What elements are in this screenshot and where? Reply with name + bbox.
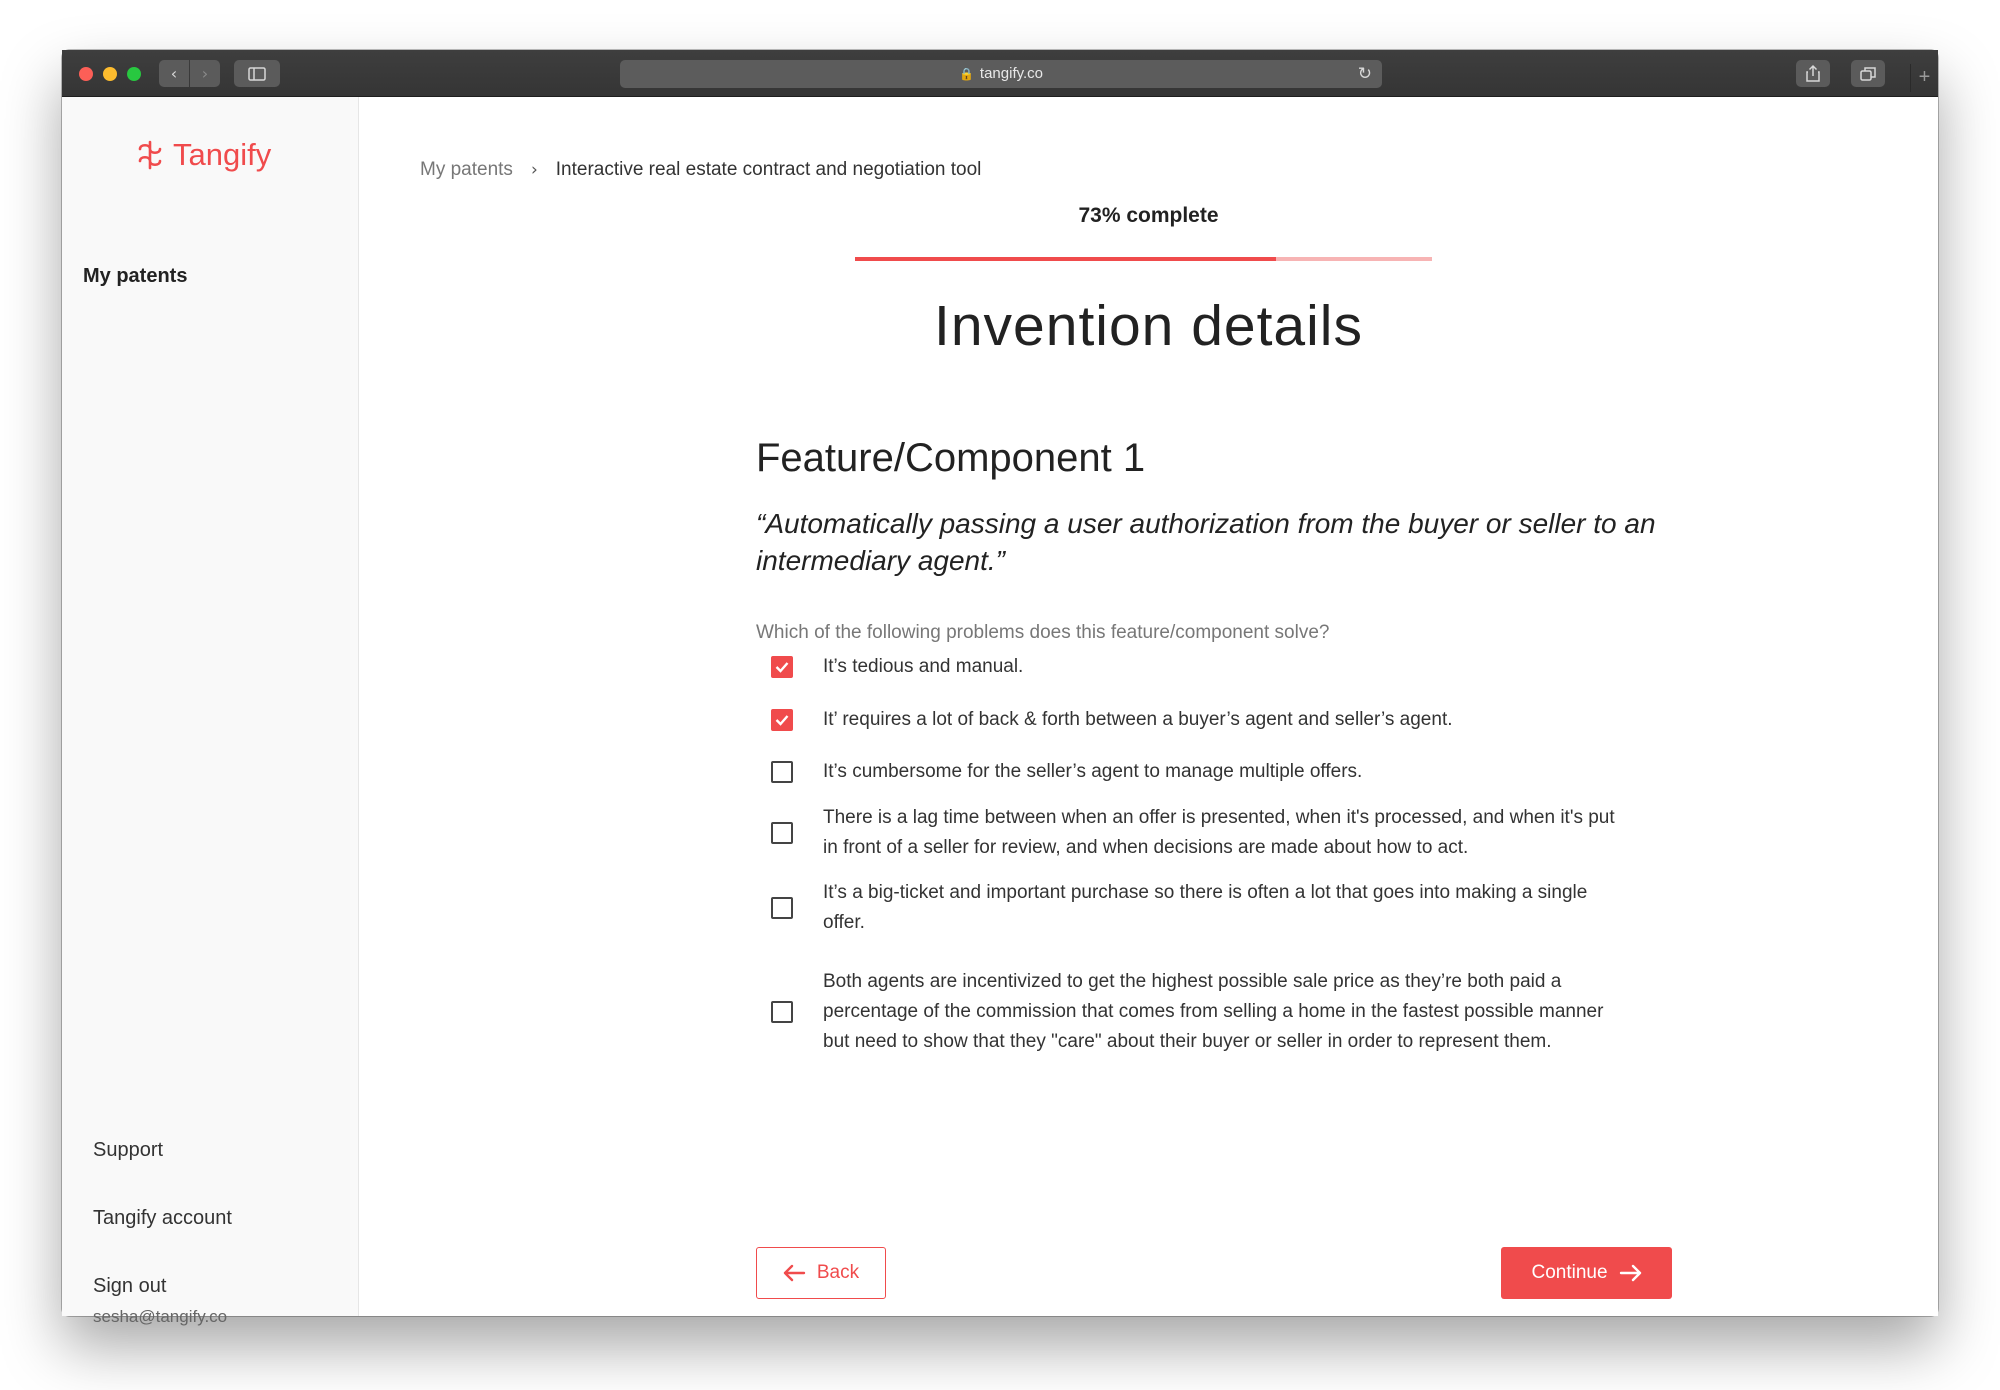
question-label: Which of the following problems does this feature/component solve?	[756, 622, 1330, 643]
browser-back-button[interactable]: ‹	[159, 60, 189, 87]
option-label: Both agents are incentivized to get the highest possible sale price as they’re both paid a percentage of the commission that comes from selling a home in the fastest possible manner but need to show that they "care" about their buyer or seller in order to represent them.	[823, 971, 1604, 1052]
progress-label: 73% complete	[1078, 204, 1219, 227]
option-label: It’ requires a lot of back & forth between a buyer’s agent and seller’s agent.	[823, 709, 1453, 730]
sidebar-icon	[248, 67, 266, 81]
checkbox[interactable]	[771, 709, 793, 731]
arrow-right-icon	[1620, 1264, 1642, 1282]
sidebar-item-my-patents[interactable]: My patents	[83, 265, 188, 287]
browser-titlebar	[62, 50, 1938, 97]
checkbox[interactable]	[771, 897, 793, 919]
sidebar-item-sign-out[interactable]: Sign out	[93, 1275, 167, 1297]
brand-name: Tangify	[173, 137, 272, 172]
chevron-right-icon: ›	[530, 160, 538, 180]
share-button[interactable]	[1796, 60, 1830, 87]
sidebar-item-support[interactable]: Support	[93, 1139, 164, 1161]
breadcrumb-current: Interactive real estate contract and negotiation tool	[555, 159, 982, 180]
reload-icon[interactable]: ↻	[1357, 64, 1372, 84]
breadcrumb-root-link[interactable]: My patents	[420, 159, 513, 180]
user-email: sesha@tangify.co	[93, 1307, 228, 1326]
checkbox[interactable]	[771, 761, 793, 783]
back-button[interactable]	[756, 1247, 886, 1299]
address-bar[interactable]	[620, 60, 1382, 88]
url-text: tangify.co	[979, 65, 1044, 82]
sidebar	[62, 97, 359, 1326]
arrow-left-icon	[783, 1264, 805, 1282]
lock-icon: 🔒	[958, 67, 974, 81]
option-label: It’s a big-ticket and important purchase so there is often a lot that goes into making a single offer.	[823, 882, 1588, 933]
option-label: There is a lag time between when an offer is presented, when it's processed, and when it's put in front of a seller for review, and when decisions are made about how to act.	[823, 807, 1615, 858]
continue-button-label: Continue	[1531, 1262, 1608, 1283]
tab-overview-button[interactable]	[1851, 60, 1885, 87]
feature-quote: “Automatically passing a user authorization from the buyer or seller to an intermediary agent.”	[756, 508, 1656, 576]
tabs-icon	[1860, 67, 1876, 81]
back-button-label: Back	[816, 1262, 860, 1283]
sidebar-item-account[interactable]: Tangify account	[93, 1207, 232, 1229]
tangify-logo-icon	[135, 140, 165, 170]
browser-window	[62, 50, 1938, 1326]
minimize-window-button[interactable]	[103, 67, 117, 81]
option-item[interactable]	[771, 951, 1631, 1073]
new-tab-button[interactable]: +	[1910, 64, 1938, 92]
option-item[interactable]	[771, 801, 1631, 865]
brand-logo[interactable]	[135, 137, 271, 173]
page-title: Invention details	[934, 294, 1363, 358]
share-icon	[1806, 65, 1820, 82]
option-item[interactable]	[771, 702, 1631, 738]
close-window-button[interactable]	[79, 67, 93, 81]
option-label: It’s cumbersome for the seller’s agent to manage multiple offers.	[823, 761, 1363, 782]
option-item[interactable]	[771, 649, 1631, 685]
breadcrumb	[420, 159, 981, 181]
option-item[interactable]	[771, 876, 1631, 940]
checkmark-icon	[775, 714, 789, 726]
progress-bar-fill	[855, 257, 1276, 261]
checkbox[interactable]	[771, 656, 793, 678]
continue-button[interactable]	[1501, 1247, 1672, 1299]
progress-bar	[855, 257, 1432, 261]
checkbox[interactable]	[771, 822, 793, 844]
sidebar-toggle-button[interactable]	[234, 60, 280, 87]
checkbox[interactable]	[771, 1001, 793, 1023]
option-item[interactable]	[771, 754, 1631, 790]
checkmark-icon	[775, 661, 789, 673]
feature-heading: Feature/Component 1	[756, 436, 1146, 480]
option-label: It’s tedious and manual.	[823, 656, 1024, 677]
browser-forward-button[interactable]: ›	[190, 60, 220, 87]
main-content	[359, 97, 1938, 1316]
zoom-window-button[interactable]	[127, 67, 141, 81]
